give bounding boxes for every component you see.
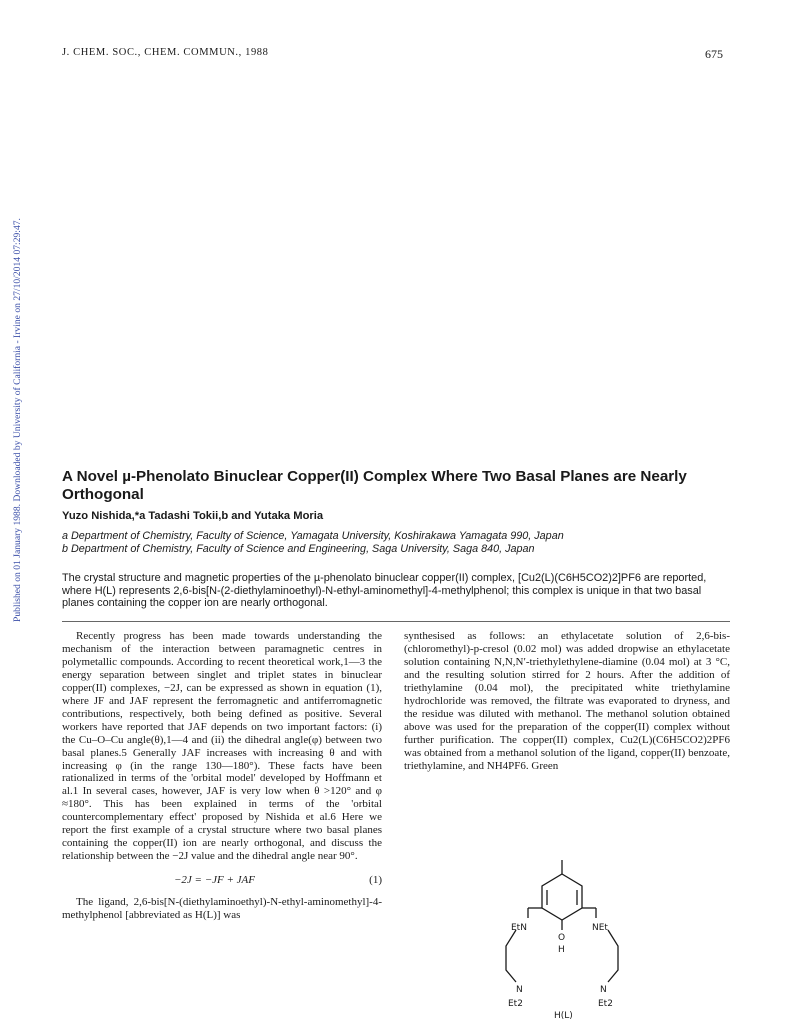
label-hydrogen: H [558,945,565,955]
right-ethylene-chain [608,930,618,982]
journal-header: J. CHEM. SOC., CHEM. COMMUN., 1988 [62,47,269,58]
download-sidebar [0,0,23,1031]
label-n-left: N [516,985,523,995]
ligand-structure-diagram [478,848,668,1023]
label-etn: EtN [511,923,527,933]
label-oxygen: O [558,933,566,943]
affiliation-b: b Department of Chemistry, Faculty of Science and Engineering, Saga University, Saga 840, Japan [62,543,535,555]
equation-number: (1) [369,874,382,887]
download-notice[interactable]: Published on 01 January 1988. Downloaded by University of California - Irvine on 27/10/2014 07:29:47. [12,218,23,622]
benzene-ring [542,874,582,920]
page-number: 675 [705,47,723,61]
label-n-right: N [600,985,607,995]
equation-text: −2J = −JF + JAF [174,874,255,887]
section-divider [62,621,730,622]
label-et2-left: Et2 [508,999,523,1009]
label-et2-right: Et2 [598,999,613,1009]
affiliation-a: a Department of Chemistry, Faculty of Science, Yamagata University, Koshirakawa Yamagata 990, Japan [62,530,564,542]
ligand-paragraph: The ligand, 2,6-bis[N-(diethylaminoethyl)-N-ethyl-aminomethyl]-4-methylphenol [abbreviated as H(L)] was [62,896,382,922]
label-net: NEt [592,923,608,933]
ligand-structure-svg [478,848,668,1023]
body-left-column [62,630,382,922]
structure-caption: H(L) [554,1011,573,1021]
synthesis-paragraph: synthesised as follows: an ethylacetate solution of 2,6-bis-(chloromethyl)-p-cresol (0.02 mol) was added dropwise an ethylacetate solution containing N,N,N′-triethylethylene-diamine (0.04 mol) at 3 °C, and the resulting solution stirred for 2 hours. After the addition of triethylamine (0.04 mol), the precipitated white triethylamine hydrochloride was removed, the filtrate was evaporated to dryness, and the residue was diluted with methanol. The methanol solution obtained above was used for the preparation of the copper(II) complex without further purification. The copper(II) complex, Cu2(L)(C6H5CO2)2PF6 was obtained from a methanol solution of the ligand, copper(II) benzoate, triethylamine, and NH4PF6. Green [404,630,730,772]
article-title: A Novel µ-Phenolato Binuclear Copper(II) Complex Where Two Basal Planes are Nearly Orthogonal [62,468,687,503]
equation-1 [62,874,382,887]
author-list: Yuzo Nishida,*a Tadashi Tokii,b and Yutaka Moria [62,510,324,522]
intro-paragraph: Recently progress has been made towards understanding the mechanism of the interaction between paramagnetic centres in polymetallic compounds. According to recent theoretical work,1—3 the energy separation between singlet and triplet states in binuclear copper(II) complexes, −2J, can be expressed as shown in equation (1), where JF and JAF represent the ferromagnetic and antiferromagnetic contributions, respectively, both being defined as positive. Several workers have reported that JAF depends on two important factors: (i) the Cu–O–Cu angle(θ),1—4 and (ii) the dihedral angle(φ) between two basal planes.5 Generally JAF increases with increasing θ and with increasing φ (in the range 130—180°). These facts have been rationalized in terms of the 'orbital model' developed by Hoffmann et al.1 In several cases, however, JAF is very low when θ >120° and φ ≈180°. This has been explained in terms of the 'orbital countercomplementary effect' proposed by Nishida et al.6 Here we report the first example of a crystal structure where two basal planes containing the copper(II) ion are nearly orthogonal, and discuss the relationship between the −2J value and the dihedral angle near 90°. [62,630,382,863]
abstract: The crystal structure and magnetic properties of the µ-phenolato binuclear copper(II) complex, [Cu2(L)(C6H5CO2)2]PF6 are reported, where H(L) represents 2,6-bis[N-(2-diethylaminoethyl)-N-ethyl-aminomethyl]-4-methylphenol; this complex is unique in that two basal planes containing the copper ion are nearly orthogonal. [62,572,707,610]
body-right-column [404,630,730,772]
left-ethylene-chain [506,930,516,982]
